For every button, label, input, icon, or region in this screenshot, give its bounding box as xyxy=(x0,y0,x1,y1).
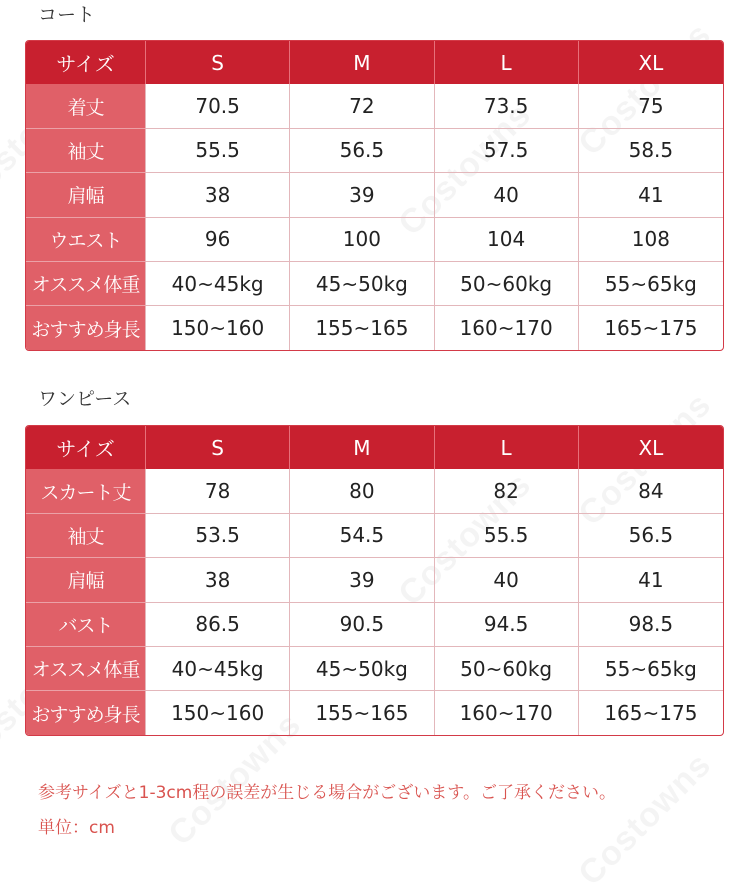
row-label: オススメ体重 xyxy=(26,262,146,306)
header-cell: S xyxy=(146,41,290,84)
table-cell: 150~160 xyxy=(146,306,290,349)
header-cell: サイズ xyxy=(26,41,146,84)
table-header-row xyxy=(26,426,723,469)
table-cell: 94.5 xyxy=(435,603,579,647)
table-cell: 50~60kg xyxy=(435,262,579,306)
table-cell: 40 xyxy=(435,173,579,217)
dress-size-table xyxy=(25,425,724,736)
table-cell: 104 xyxy=(435,218,579,262)
table-cell: 39 xyxy=(290,173,434,217)
row-label: 袖丈 xyxy=(26,514,146,558)
header-cell: M xyxy=(290,426,434,469)
table-cell: 73.5 xyxy=(435,84,579,128)
table-row xyxy=(26,129,723,173)
header-cell: XL xyxy=(579,41,723,84)
table-cell: 78 xyxy=(146,469,290,513)
table-cell: 75 xyxy=(579,84,723,128)
table-cell: 55~65kg xyxy=(579,262,723,306)
row-label: 着丈 xyxy=(26,84,146,128)
table-cell: 82 xyxy=(435,469,579,513)
row-label: バスト xyxy=(26,603,146,647)
table-cell: 39 xyxy=(290,558,434,602)
table-cell: 38 xyxy=(146,558,290,602)
table-cell: 86.5 xyxy=(146,603,290,647)
table-cell: 98.5 xyxy=(579,603,723,647)
table-row xyxy=(26,262,723,306)
table-row xyxy=(26,514,723,558)
header-cell: サイズ xyxy=(26,426,146,469)
table-cell: 40 xyxy=(435,558,579,602)
table-cell: 165~175 xyxy=(604,701,698,726)
table-cell: 55~65kg xyxy=(579,647,723,691)
table-cell: 56.5 xyxy=(290,129,434,173)
table-cell: 155~165 xyxy=(290,306,434,349)
table-row xyxy=(26,469,723,513)
table-cell: 45~50kg xyxy=(290,262,434,306)
row-label: 肩幅 xyxy=(26,173,146,217)
row-label: おすすめ身長 xyxy=(26,691,146,734)
row-label: 肩幅 xyxy=(26,558,146,602)
table-row xyxy=(26,173,723,217)
table-cell: 57.5 xyxy=(435,129,579,173)
table-row xyxy=(26,84,723,128)
watermark xyxy=(571,745,719,893)
dress-section-title: ワンピース xyxy=(38,388,132,410)
table-cell: 54.5 xyxy=(290,514,434,558)
row-label: オススメ体重 xyxy=(26,647,146,691)
row-label: 袖丈 xyxy=(26,129,146,173)
table-cell: 160~170 xyxy=(435,306,579,349)
table-cell: 100 xyxy=(290,218,434,262)
table-row xyxy=(26,558,723,602)
unit-note: 単位：cm xyxy=(38,818,115,838)
table-cell: 155~165 xyxy=(290,691,434,734)
table-cell: 72 xyxy=(290,84,434,128)
header-cell: S xyxy=(146,426,290,469)
table-cell: 108 xyxy=(579,218,723,262)
table-cell: 84 xyxy=(579,469,723,513)
table-row xyxy=(26,647,723,691)
header-cell: XL xyxy=(579,426,723,469)
header-cell: M xyxy=(290,41,434,84)
table-cell: 70.5 xyxy=(146,84,290,128)
row-label: スカート丈 xyxy=(26,469,146,513)
table-cell: 80 xyxy=(290,469,434,513)
table-cell: 38 xyxy=(146,173,290,217)
table-row xyxy=(26,306,723,349)
table-header-row xyxy=(26,41,723,84)
table-cell: 56.5 xyxy=(579,514,723,558)
table-cell: 96 xyxy=(146,218,290,262)
table-cell: 55.5 xyxy=(435,514,579,558)
table-row xyxy=(26,603,723,647)
header-cell: L xyxy=(435,426,579,469)
coat-size-table xyxy=(25,40,724,351)
table-cell: 160~170 xyxy=(435,691,579,734)
table-cell: 45~50kg xyxy=(290,647,434,691)
table-cell: 90.5 xyxy=(290,603,434,647)
table-cell: 150~160 xyxy=(146,691,290,734)
table-row xyxy=(26,691,723,734)
size-disclaimer: 参考サイズと1-3cm程の誤差が生じる場合がございます。ご了承ください。 xyxy=(38,783,616,803)
table-cell: 41 xyxy=(579,558,723,602)
table-cell: 53.5 xyxy=(146,514,290,558)
coat-section-title: コート xyxy=(38,4,96,26)
table-cell: 40~45kg xyxy=(146,647,290,691)
header-cell: L xyxy=(435,41,579,84)
table-cell: 55.5 xyxy=(146,129,290,173)
table-row xyxy=(26,218,723,262)
table-cell: 165~175 xyxy=(604,316,698,341)
table-cell: 40~45kg xyxy=(146,262,290,306)
row-label: ウエスト xyxy=(26,218,146,262)
table-cell: 58.5 xyxy=(579,129,723,173)
table-cell: 41 xyxy=(579,173,723,217)
table-cell: 50~60kg xyxy=(435,647,579,691)
row-label: おすすめ身長 xyxy=(26,306,146,349)
